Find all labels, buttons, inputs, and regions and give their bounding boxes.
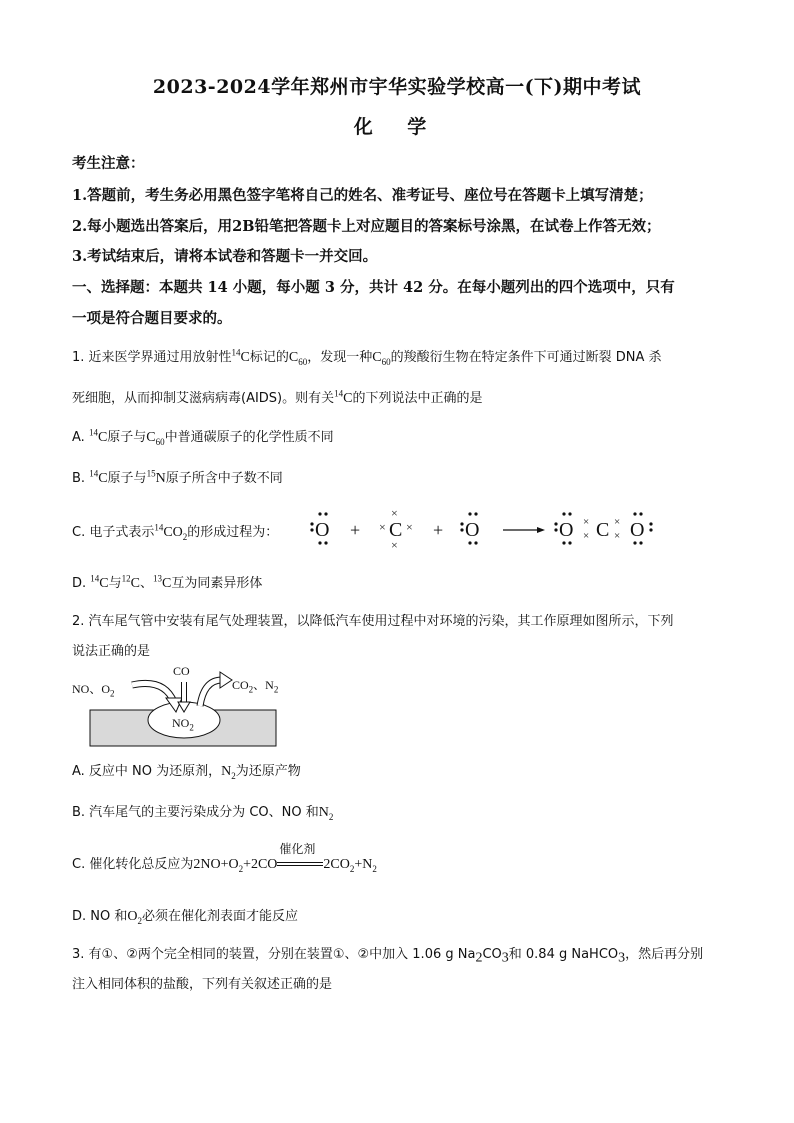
notice-heading: 考生注意： bbox=[72, 155, 145, 172]
svg-text:+: + bbox=[433, 520, 444, 540]
svg-text:+: + bbox=[350, 520, 361, 540]
notice-item-2: 2.每小题选出答案后，用2B铅笔把答题卡上对应题目的答案标号涂黑，在试卷上作答无效； bbox=[72, 218, 661, 235]
svg-text:×: × bbox=[406, 520, 413, 534]
svg-text:×: × bbox=[391, 538, 398, 549]
q3-line2: 注入相同体积的盐酸，下列有关叙述正确的是 bbox=[72, 977, 333, 992]
svg-text:×: × bbox=[614, 530, 621, 542]
svg-text:×: × bbox=[583, 530, 590, 542]
svg-text:O: O bbox=[630, 519, 645, 541]
notice-item-3: 3.考试结束后，请将本试卷和答题卡一并交回。 bbox=[72, 248, 378, 265]
q2-line2: 说法正确的是 bbox=[72, 644, 151, 659]
svg-text:C: C bbox=[389, 519, 403, 541]
section-heading-line2: 一项是符合题目要求的。 bbox=[72, 310, 232, 327]
q1-option-d: D. $^{14}$C与$^{12}$C、$^{13}$C互为同素异形体 bbox=[72, 573, 263, 591]
q1-line1: 1. 近来医学界通过用放射性$^{14}$C标记的$C_{60}$，发现一种$C_{60}$的羧酸衍生物在特定条件下可通过断裂 DNA 杀 bbox=[72, 347, 662, 367]
svg-text:×: × bbox=[583, 516, 590, 528]
catalytic-converter-figure: NO、$O_2$ CO $CO_2$、$N_2$ $NO_2$ bbox=[72, 660, 282, 748]
svg-text:O: O bbox=[315, 519, 330, 541]
svg-text:O: O bbox=[559, 519, 574, 541]
q1-option-c: C. 电子式表示$^{14}CO_2$的形成过程为： bbox=[72, 522, 279, 542]
q2-option-d: D. NO 和$O_2$必须在催化剂表面才能反应 bbox=[72, 909, 299, 926]
svg-text:O: O bbox=[465, 519, 480, 541]
q1-line2: 死细胞，从而抑制艾滋病病毒(AIDS)。则有关$^{14}$C的下列说法中正确的是 bbox=[72, 388, 483, 406]
section-heading-line1: 一、选择题：本题共 14 小题，每小题 3 分，共计 42 分。在每小题列出的四个选项中，只有 bbox=[72, 279, 675, 296]
svg-text:×: × bbox=[614, 516, 621, 528]
exam-title: 2023-2024学年郑州市宇华实验学校高一(下)期中考试 bbox=[152, 76, 642, 98]
q2-option-a: A. 反应中 NO 为还原剂，$N_2$为还原产物 bbox=[72, 764, 301, 781]
q3-line1: 3. 有①、②两个完全相同的装置，分别在装置①、②中加入 1.06 g $Na_2CO_3$和 0.84 g NaHCO$_3$，然后再分别 bbox=[72, 947, 704, 966]
q2-line1: 2. 汽车尾气管中安装有尾气处理装置，以降低汽车使用过程中对环境的污染，其工作原理如图所示，下列 bbox=[72, 614, 674, 629]
subject-title: 化 学 bbox=[353, 116, 441, 138]
svg-text:×: × bbox=[379, 520, 386, 534]
q1-option-b: B. $^{14}$C原子与$^{15}$N原子所含中子数不同 bbox=[72, 468, 283, 486]
notice-item-1: 1.答题前，考生务必用黑色签字笔将自己的姓名、准考证号、座位号在答题卡上填写清楚； bbox=[72, 187, 653, 204]
q2-option-c: C. 催化转化总反应为$2NO+O_2+2CO$ 催化剂 $2CO_2+N_2$ bbox=[72, 841, 377, 874]
q1-option-a: A. $^{14}$C原子与$C_{60}$中普通碳原子的化学性质不同 bbox=[72, 427, 334, 447]
electron-formula-diagram bbox=[305, 503, 685, 549]
svg-text:×: × bbox=[391, 506, 398, 520]
q2-option-b: B. 汽车尾气的主要污染成分为 CO、NO 和$N_2$ bbox=[72, 805, 334, 822]
svg-text:C: C bbox=[596, 519, 610, 541]
